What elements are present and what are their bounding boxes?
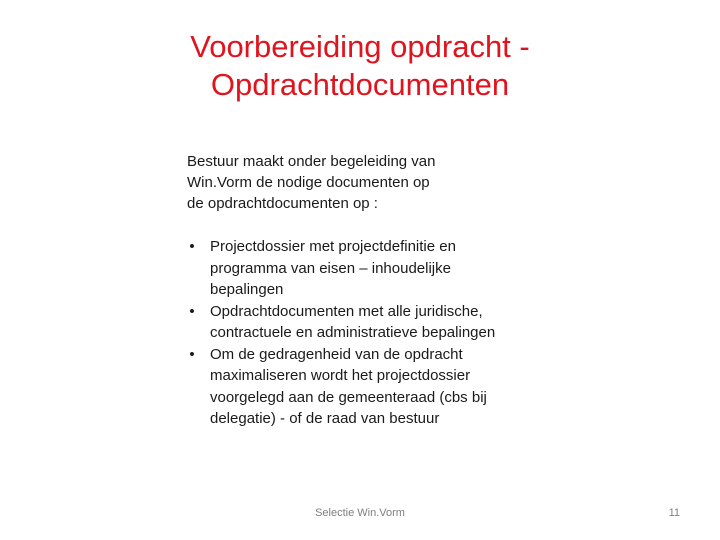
bullet-line: maximaliseren wordt het projectdossier [210,367,471,384]
bullet-icon: • [189,302,195,320]
bullet-line: Opdrachtdocumenten met alle juridische, [210,302,483,320]
bullet-line: voorgelegd aan de gemeenteraad (cbs bij [210,388,487,406]
bullet-list [180,236,550,430]
slide-title-line-2: Opdrachtdocumenten [210,67,510,102]
bullet-line: delegatie) - of de raad van bestuur [210,410,440,427]
intro-line: de opdrachtdocumenten op : [187,195,378,212]
slide-title [100,28,620,104]
intro-paragraph [187,151,507,214]
slide-title-line-1: Voorbereiding opdracht - [190,29,530,64]
intro-line: Win.Vorm de nodige documenten op [187,174,430,191]
bullet-line: contractuele en administratieve bepalingen [210,324,496,341]
bullet-icon: • [189,345,195,363]
bullet-line: programma van eisen – inhoudelijke [210,259,451,277]
bullet-icon: • [189,238,195,255]
page-number: 11 [668,507,680,519]
bullet-line: Om de gedragenheid van de opdracht [210,345,463,363]
footer-text: Selectie Win.Vorm [315,507,405,519]
bullet-line: bepalingen [210,281,284,298]
bullet-item-projectdossier [180,236,550,301]
bullet-line: Projectdossier met projectdefinitie en [210,238,456,255]
bullet-item-gedragenheid [180,344,550,430]
bullet-item-opdrachtdocumenten [180,301,550,344]
intro-line: Bestuur maakt onder begeleiding van [187,153,436,170]
